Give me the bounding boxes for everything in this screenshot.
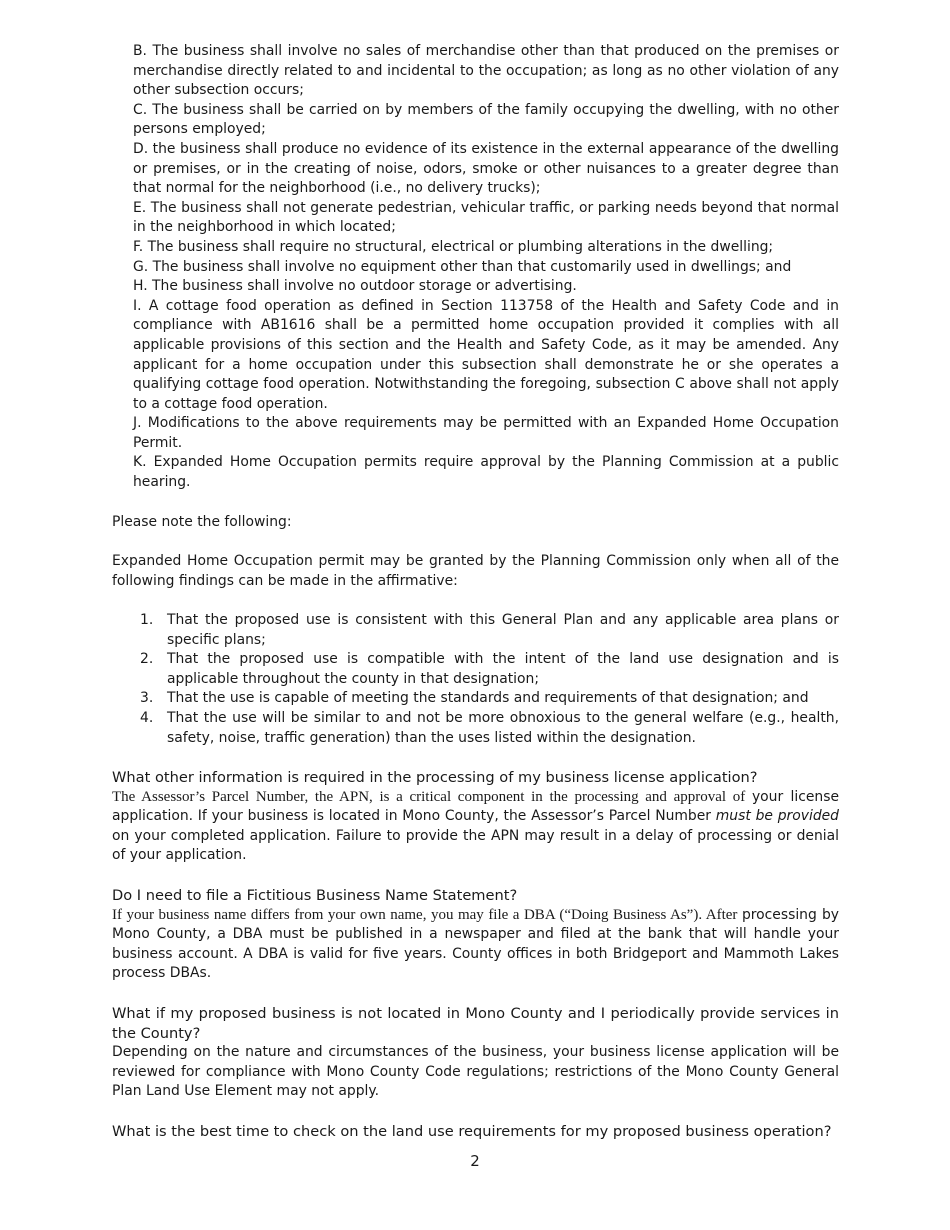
apn-heading: What other information is required in the processing of my business license application? xyxy=(112,769,758,786)
requirement-j: J. Modifications to the above requirements may be permitted with an Expanded Home Occupation Permit. xyxy=(133,415,839,451)
finding-number: 3. xyxy=(140,690,154,707)
finding-number: 2. xyxy=(140,651,154,668)
apn-body-serif: The Assessor’s Parcel Number, the APN, is a critical component in the processing and approval of xyxy=(112,788,752,805)
dba-heading: Do I need to file a Fictitious Business Name Statement? xyxy=(112,887,518,904)
finding-text: That the proposed use is consistent with this General Plan and any applicable area plans or specific plans; xyxy=(167,612,839,648)
finding-text: That the use will be similar to and not be more obnoxious to the general welfare (e.g., health, safety, noise, traffic generation) than the uses listed within the designation. xyxy=(167,709,839,746)
outside-county-body: Depending on the nature and circumstances of the business, your business license application will be reviewed for compliance with Mono County Code regulations; restrictions of the Mono County General Plan Land Use Element may not apply. xyxy=(112,1044,839,1100)
expanded-intro-block xyxy=(112,552,839,591)
requirement-e: E. The business shall not generate pedestrian, vehicular traffic, or parking needs beyond that normal in the neighborhood in which located; xyxy=(133,199,839,236)
apn-body-emphasis: must be provided xyxy=(715,808,839,825)
finding-text: That the use is capable of meeting the standards and requirements of that designation; and xyxy=(167,690,809,707)
findings-list xyxy=(112,611,839,748)
timing-section xyxy=(112,1122,839,1142)
requirement-h: H. The business shall involve no outdoor storage or advertising. xyxy=(133,278,577,295)
requirement-k: K. Expanded Home Occupation permits require approval by the Planning Commission at a public hearing. xyxy=(133,454,839,491)
finding-text: That the proposed use is compatible with the intent of the land use designation and is applicable throughout the county in that designation; xyxy=(167,651,839,687)
requirement-f: F. The business shall require no structural, electrical or plumbing alterations in the dwelling; xyxy=(133,238,774,255)
requirements-list xyxy=(133,42,839,493)
outside-county-heading: What if my proposed business is not located in Mono County and I periodically provide services in the County? xyxy=(112,1005,839,1042)
dba-body-serif: If your business name differs from your own name, you may file a DBA (“Doing Business As”). After xyxy=(112,906,742,923)
finding-item xyxy=(112,709,839,748)
finding-number: 1. xyxy=(140,612,154,628)
apn-body xyxy=(112,788,839,866)
finding-item xyxy=(112,689,839,709)
dba-body-text: processing by Mono County, a DBA must be published in a newspaper and filed at the bank that will handle your business account. A DBA is valid for five years. County offices in both Bridgeport and Mammoth Lakes process DBAs. xyxy=(112,906,840,982)
apn-body-text-a: your license application. If your business is located in Mono County, the Assessor’s Parcel Number xyxy=(112,788,839,825)
expanded-intro: Expanded Home Occupation permit may be granted by the Planning Commission only when all of the following findings can be made in the affirmative: xyxy=(112,553,839,589)
findings-block xyxy=(112,611,839,748)
apn-body-text-b: on your completed application. Failure to provide the APN may result in a delay of processing or denial of your application. xyxy=(112,827,839,864)
outside-county-section xyxy=(112,1004,839,1102)
note-intro: Please note the following: xyxy=(112,514,292,530)
finding-item xyxy=(112,650,839,689)
note-intro-block xyxy=(112,513,839,533)
finding-number: 4. xyxy=(140,709,154,726)
requirement-c: C. The business shall be carried on by members of the family occupying the dwelling, with no other persons employed; xyxy=(133,101,839,138)
finding-item xyxy=(112,611,839,650)
requirement-i: I. A cottage food operation as defined in Section 113758 of the Health and Safety Code and in compliance with AB1616 shall be a permitted home occupation provided it complies with all applicable provisions of this section and the Health and Safety Code, as it may be amended. Any applicant for a home occupation under this subsection shall demonstrate he or she operates a qualifying cottage food operation. Notwithstanding the foregoing, subsection C above shall not apply to a cottage food operation. xyxy=(133,297,839,412)
dba-section xyxy=(112,886,839,984)
requirement-b: B. The business shall involve no sales of merchandise other than that produced on the premises or merchandise directly related to and incidental to the occupation; as long as no other violation of any other subsection occurs; xyxy=(133,43,839,99)
requirement-d: D. the business shall produce no evidence of its existence in the external appearance of the dwelling or premises, or in the creating of noise, odors, smoke or other nuisances to a greater degree than that normal for the neighborhood (i.e., no delivery trucks); xyxy=(133,140,839,197)
apn-section xyxy=(112,768,839,866)
timing-heading: What is the best time to check on the land use requirements for my proposed business operation? xyxy=(112,1123,832,1140)
page-number: 2 xyxy=(470,1152,480,1170)
requirement-g: G. The business shall involve no equipment other than that customarily used in dwellings; and xyxy=(133,258,792,275)
dba-body xyxy=(112,906,839,984)
